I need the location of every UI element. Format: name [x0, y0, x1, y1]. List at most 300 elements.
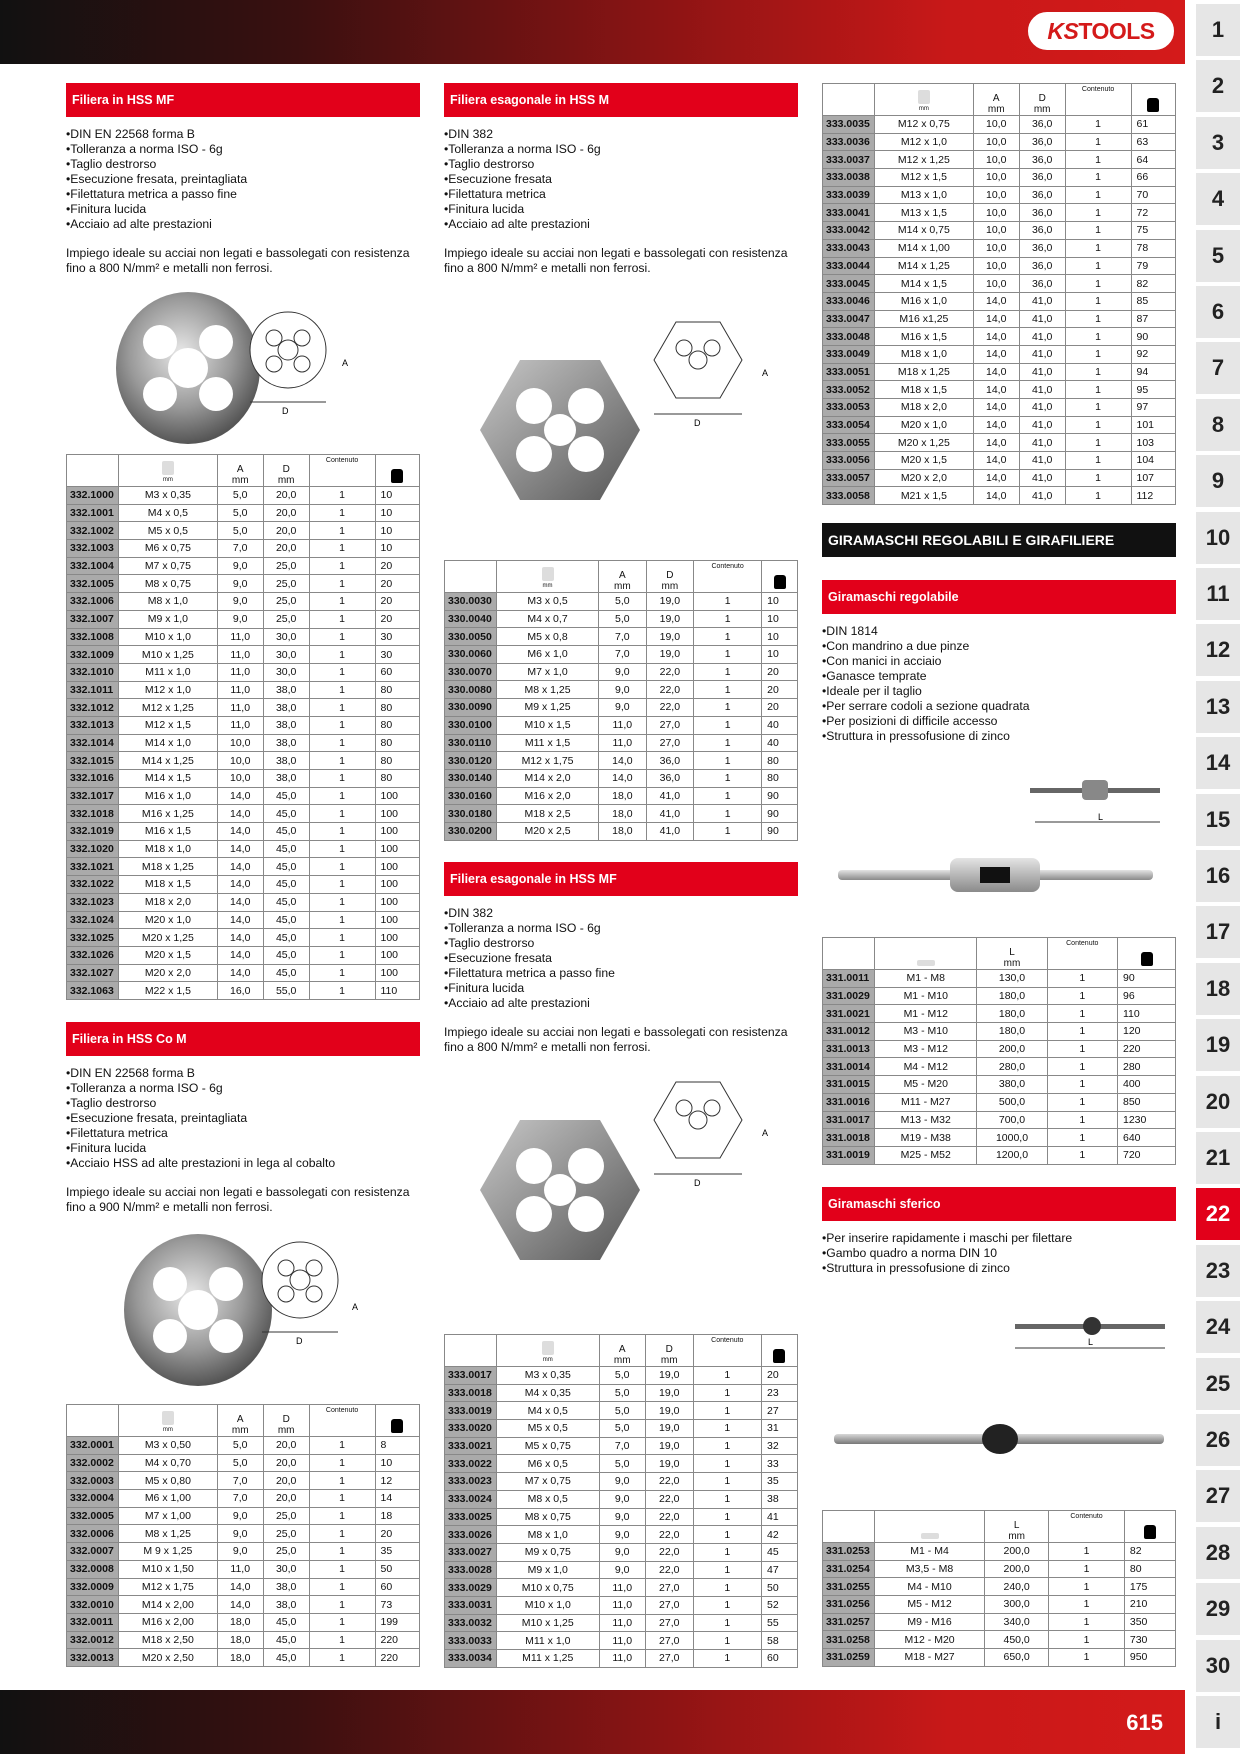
content-cell: 1	[309, 540, 375, 558]
content-cell: 1	[1049, 1649, 1125, 1667]
weight-icon	[774, 575, 786, 589]
feature-item: • Esecuzione fresata, preintagliata	[66, 172, 420, 187]
content-cell: 1	[309, 593, 375, 611]
article-code: 332.1019	[67, 823, 119, 841]
dimension-cell: 22,0	[646, 681, 694, 699]
code-header	[67, 455, 119, 487]
dimension-cell: 45,0	[263, 858, 309, 876]
chapter-tab-2[interactable]: 2	[1196, 60, 1240, 112]
weight-cell: 78	[1131, 239, 1176, 257]
size-cell: M10 x 1,25	[119, 646, 218, 664]
weight-cell: 85	[1131, 292, 1176, 310]
dimension-cell: 36,0	[646, 769, 694, 787]
dimension-cell: 14,0	[217, 893, 263, 911]
article-code: 332.1063	[67, 982, 119, 1000]
dimension-cell: 19,0	[645, 1367, 693, 1385]
table-row	[67, 752, 420, 770]
size-cell: M4 x 0,5	[119, 504, 218, 522]
chapter-tab-12[interactable]: 12	[1196, 624, 1240, 676]
content-cell: 1	[1065, 469, 1131, 487]
feature-item: • Tolleranza a norma ISO - 6g	[444, 921, 798, 936]
dimension-cell: 20,0	[263, 1472, 309, 1490]
table-row	[823, 987, 1176, 1005]
content-cell: 1	[693, 1543, 761, 1561]
size-cell: M1 - M4	[875, 1543, 985, 1561]
chapter-tab-15[interactable]: 15	[1196, 794, 1240, 846]
size-cell: M7 x 0,75	[119, 557, 218, 575]
chapter-tab-1[interactable]: 1	[1196, 4, 1240, 56]
feature-list	[66, 127, 420, 232]
size-cell: M5 x 0,80	[119, 1472, 218, 1490]
weight-icon	[391, 469, 403, 483]
code-header	[823, 84, 875, 116]
size-cell: M12 x 1,5	[119, 716, 218, 734]
feature-item: • Taglio destrorso	[444, 157, 798, 172]
content-cell: 1	[1049, 1543, 1125, 1561]
article-code: 333.0041	[823, 204, 875, 222]
content-cell: 1	[1049, 1631, 1125, 1649]
dimension-cell: 25,0	[263, 593, 309, 611]
weight-cell: 30	[375, 646, 420, 664]
weight-cell: 60	[375, 1578, 420, 1596]
size-cell: M7 x 1,00	[119, 1507, 218, 1525]
weight-cell: 100	[375, 805, 420, 823]
content-cell: 1	[1065, 310, 1131, 328]
article-code: 333.0047	[823, 310, 875, 328]
weight-cell: 80	[375, 770, 420, 788]
dimension-cell: 19,0	[645, 1420, 693, 1438]
size-cell: M14 x 1,25	[119, 752, 218, 770]
content-cell: 1	[693, 1579, 761, 1597]
article-code: 333.0043	[823, 239, 875, 257]
dimension-cell: 41,0	[1019, 345, 1065, 363]
article-code: 331.0254	[823, 1560, 875, 1578]
section-title: Filiera in HSS Co M	[66, 1022, 420, 1056]
contenuto-header: Contenuto	[694, 561, 762, 593]
dimension-cell: 5,0	[217, 1437, 263, 1455]
dimension-cell: 9,0	[599, 681, 647, 699]
chapter-tab-21[interactable]: 21	[1196, 1132, 1240, 1184]
weight-cell: 80	[762, 752, 798, 770]
dimension-cell: 41,0	[1019, 452, 1065, 470]
dimension-cell: 11,0	[599, 1632, 645, 1650]
weight-cell: 60	[375, 663, 420, 681]
weight-cell: 20	[762, 663, 798, 681]
content-cell: 1	[1047, 1093, 1117, 1111]
svg-text:L: L	[1088, 1337, 1094, 1347]
size-cell: M11 x 1,5	[497, 734, 599, 752]
content-cell: 1	[1065, 292, 1131, 310]
table-row	[445, 1473, 798, 1491]
table-row	[67, 1543, 420, 1561]
chapter-tab-24[interactable]: 24	[1196, 1301, 1240, 1353]
content-cell: 1	[1065, 186, 1131, 204]
table-row	[67, 805, 420, 823]
dimension-cell: 5,0	[599, 1384, 645, 1402]
chapter-tab-26[interactable]: 26	[1196, 1414, 1240, 1466]
size-cell: M4 - M10	[875, 1578, 985, 1596]
section-title: Giramaschi regolabile	[822, 580, 1176, 614]
dimension-cell: 41,0	[646, 787, 694, 805]
size-cell: M12 x 1,75	[497, 752, 599, 770]
content-cell: 1	[309, 858, 375, 876]
content-cell: 1	[693, 1526, 761, 1544]
article-code: 330.0060	[445, 646, 497, 664]
section-description: Impiego ideale su acciai non legati e bassolegati con resistenza fino a 900 N/mm² e metalli non ferrosi.	[66, 1185, 410, 1214]
article-code: 331.0011	[823, 970, 875, 988]
size-cell: M16 x1,25	[875, 310, 974, 328]
section-description: Impiego ideale su acciai non legati e bassolegati con resistenza fino a 800 N/mm² e metalli non ferrosi.	[444, 246, 788, 275]
table-row	[67, 487, 420, 505]
article-code: 332.1009	[67, 646, 119, 664]
article-code: 333.0019	[445, 1402, 497, 1420]
svg-text:A: A	[342, 358, 349, 368]
table-row	[67, 876, 420, 894]
dimension-cell: 22,0	[646, 663, 694, 681]
article-code: 332.1003	[67, 540, 119, 558]
weight-cell: 175	[1124, 1578, 1175, 1596]
size-cell: M18 x 1,0	[119, 840, 218, 858]
article-code: 333.0039	[823, 186, 875, 204]
dimension-cell: 27,0	[646, 734, 694, 752]
article-code: 331.0018	[823, 1129, 875, 1147]
size-cell: M10 x 1,0	[497, 1596, 600, 1614]
feature-item: • Filettatura metrica a passo fine	[444, 966, 798, 981]
article-code: 331.0256	[823, 1596, 875, 1614]
content-cell: 1	[309, 1578, 375, 1596]
chapter-tab-23[interactable]: 23	[1196, 1245, 1240, 1297]
table-row	[823, 133, 1176, 151]
chapter-tab-25[interactable]: 25	[1196, 1358, 1240, 1410]
chapter-tab-6[interactable]: 6	[1196, 286, 1240, 338]
content-cell: 1	[1065, 381, 1131, 399]
size-cell: M8 x 0,75	[497, 1508, 600, 1526]
dimension-cell: 11,0	[599, 1650, 645, 1668]
article-code: 333.0033	[445, 1632, 497, 1650]
dimension-cell: 10,0	[973, 222, 1019, 240]
chapter-tab-7[interactable]: 7	[1196, 342, 1240, 394]
feature-item: • Tolleranza a norma ISO - 6g	[444, 142, 798, 157]
weight-cell: 8	[375, 1437, 420, 1455]
dimension-cell: 41,0	[1019, 292, 1065, 310]
chapter-tab-3[interactable]: 3	[1196, 117, 1240, 169]
weight-cell: 90	[762, 787, 798, 805]
thread-header-icon: mm	[497, 1335, 600, 1367]
dimension-cell: 19,0	[646, 593, 694, 611]
content-cell: 1	[694, 769, 762, 787]
dimension-cell: 27,0	[645, 1614, 693, 1632]
dimension-cell: 20,0	[263, 1490, 309, 1508]
weight-cell: 20	[375, 593, 420, 611]
size-cell: M12 x 1,25	[875, 151, 974, 169]
weight-cell: 220	[375, 1649, 420, 1667]
weight-cell: 1230	[1118, 1111, 1176, 1129]
top-banner	[0, 0, 1185, 64]
content-cell: 1	[693, 1614, 761, 1632]
dimension-cell: 240,0	[985, 1578, 1049, 1596]
dimension-cell: 9,0	[217, 1525, 263, 1543]
size-cell: M8 x 1,0	[497, 1526, 600, 1544]
article-code: 331.0259	[823, 1649, 875, 1667]
size-cell: M16 x 1,25	[119, 805, 218, 823]
table-row	[445, 716, 798, 734]
section-tap-wrench	[822, 580, 1176, 744]
content-cell: 1	[309, 1631, 375, 1649]
chapter-tab-27[interactable]: 27	[1196, 1470, 1240, 1522]
article-code: 333.0035	[823, 116, 875, 134]
dimension-cell: 22,0	[645, 1473, 693, 1491]
content-cell: 1	[694, 681, 762, 699]
article-code: 332.0009	[67, 1578, 119, 1596]
chapter-tab-8[interactable]: 8	[1196, 399, 1240, 451]
feature-item: • Taglio destrorso	[66, 1096, 420, 1111]
size-cell: M 9 x 1,25	[119, 1543, 218, 1561]
table-row	[67, 575, 420, 593]
dimension-cell: 10,0	[217, 770, 263, 788]
dimension-cell: 25,0	[263, 575, 309, 593]
weight-cell: 35	[761, 1473, 797, 1491]
chapter-tab-18[interactable]: 18	[1196, 963, 1240, 1015]
content-cell: 1	[309, 575, 375, 593]
weight-cell: 12	[375, 1472, 420, 1490]
chapter-tab-10[interactable]: 10	[1196, 512, 1240, 564]
article-code: 332.1001	[67, 504, 119, 522]
dimension-cell: 340,0	[985, 1613, 1049, 1631]
chapter-tab-9[interactable]: 9	[1196, 455, 1240, 507]
chapter-tab-5[interactable]: 5	[1196, 230, 1240, 282]
article-code: 330.0070	[445, 663, 497, 681]
article-code: 333.0029	[445, 1579, 497, 1597]
weight-cell: 20	[762, 699, 798, 717]
size-cell: M14 x 2,0	[497, 769, 599, 787]
dimension-cell: 45,0	[263, 1649, 309, 1667]
article-code: 333.0057	[823, 469, 875, 487]
dimension-cell: 14,0	[973, 434, 1019, 452]
chapter-tab-30[interactable]: 30	[1196, 1640, 1240, 1692]
chapter-tab-13[interactable]: 13	[1196, 681, 1240, 733]
dimension-cell: 45,0	[263, 823, 309, 841]
size-cell: M18 x 2,0	[875, 399, 974, 417]
article-code: 333.0031	[445, 1596, 497, 1614]
dimension-cell: 9,0	[217, 557, 263, 575]
size-cell: M10 x 1,50	[119, 1560, 218, 1578]
dimension-cell: 41,0	[1019, 434, 1065, 452]
weight-header-icon	[1124, 1511, 1175, 1543]
weight-cell: 400	[1118, 1076, 1176, 1094]
content-cell: 1	[1047, 1058, 1117, 1076]
table-header-row	[823, 938, 1176, 970]
size-cell: M22 x 1,5	[119, 982, 218, 1000]
round-die-co-image	[120, 1228, 440, 1388]
dimension-cell: 38,0	[263, 1578, 309, 1596]
chapter-tab-29[interactable]: 29	[1196, 1583, 1240, 1635]
size-cell: M3 x 0,50	[119, 1437, 218, 1455]
dimension-cell: 650,0	[985, 1649, 1049, 1667]
article-code: 331.0253	[823, 1543, 875, 1561]
dimension-cell: 45,0	[263, 876, 309, 894]
dimension-cell: 14,0	[217, 787, 263, 805]
feature-item: • Finitura lucida	[66, 1141, 420, 1156]
weight-cell: 640	[1118, 1129, 1176, 1147]
size-cell: M5 x 0,5	[119, 522, 218, 540]
table-row	[445, 787, 798, 805]
article-code: 331.0019	[823, 1146, 875, 1164]
chapter-tab-17[interactable]: 17	[1196, 906, 1240, 958]
dimension-cell: 9,0	[599, 1490, 645, 1508]
article-code: 331.0255	[823, 1578, 875, 1596]
dimension-cell: 14,0	[973, 487, 1019, 505]
content-cell: 1	[309, 1596, 375, 1614]
size-cell: M7 x 0,75	[497, 1473, 600, 1491]
size-cell: M14 x 1,0	[119, 734, 218, 752]
article-code: 333.0038	[823, 169, 875, 187]
article-code: 332.0001	[67, 1437, 119, 1455]
article-code: 332.0006	[67, 1525, 119, 1543]
content-cell: 1	[1065, 363, 1131, 381]
chapter-tab-14[interactable]: 14	[1196, 737, 1240, 789]
article-code: 332.0004	[67, 1490, 119, 1508]
weight-icon	[1147, 98, 1159, 112]
content-cell: 1	[1065, 257, 1131, 275]
table-row	[445, 1614, 798, 1632]
chapter-tab-16[interactable]: 16	[1196, 850, 1240, 902]
article-code: 332.0013	[67, 1649, 119, 1667]
feature-item: • Finitura lucida	[444, 981, 798, 996]
dimension-cell: 25,0	[263, 1507, 309, 1525]
size-cell: M21 x 1,5	[875, 487, 974, 505]
content-cell: 1	[694, 805, 762, 823]
article-code: 332.0002	[67, 1454, 119, 1472]
content-cell: 1	[694, 716, 762, 734]
weight-cell: 20	[375, 575, 420, 593]
chapter-tab-20[interactable]: 20	[1196, 1076, 1240, 1128]
weight-cell: 20	[375, 1525, 420, 1543]
content-cell: 1	[693, 1402, 761, 1420]
article-code: 330.0140	[445, 769, 497, 787]
weight-cell: 45	[761, 1543, 797, 1561]
dimension-cell: 9,0	[217, 1507, 263, 1525]
article-code: 333.0044	[823, 257, 875, 275]
dimension-cell: 38,0	[263, 716, 309, 734]
table-row	[445, 1455, 798, 1473]
round-die-image	[110, 290, 430, 450]
content-cell: 1	[1065, 169, 1131, 187]
chapter-tab-4[interactable]: 4	[1196, 173, 1240, 225]
dimension-cell: 10,0	[973, 257, 1019, 275]
table-row	[445, 646, 798, 664]
content-cell: 1	[1065, 452, 1131, 470]
size-cell: M16 x 2,0	[497, 787, 599, 805]
dimension-cell: 14,0	[973, 310, 1019, 328]
content-cell: 1	[309, 1525, 375, 1543]
size-cell: M9 - M16	[875, 1613, 985, 1631]
feature-list	[444, 127, 798, 232]
dimension-cell: 14,0	[599, 752, 647, 770]
a-header: A mm	[217, 455, 263, 487]
article-code: 332.1010	[67, 663, 119, 681]
article-code: 332.1005	[67, 575, 119, 593]
article-code: 330.0090	[445, 699, 497, 717]
size-cell: M9 x 0,75	[497, 1543, 600, 1561]
table-row	[67, 663, 420, 681]
weight-cell: 75	[1131, 222, 1176, 240]
section-description: Impiego ideale su acciai non legati e bassolegati con resistenza fino a 800 N/mm² e metalli non ferrosi.	[66, 246, 410, 275]
weight-cell: 82	[1124, 1543, 1175, 1561]
table-row	[823, 1093, 1176, 1111]
dimension-cell: 45,0	[263, 964, 309, 982]
chapter-tab-11[interactable]: 11	[1196, 568, 1240, 620]
dimension-cell: 11,0	[217, 716, 263, 734]
chapter-tab-28[interactable]: 28	[1196, 1527, 1240, 1579]
content-cell: 1	[1047, 1023, 1117, 1041]
weight-cell: 55	[761, 1614, 797, 1632]
article-code: 333.0052	[823, 381, 875, 399]
article-code: 332.1022	[67, 876, 119, 894]
dimension-cell: 9,0	[599, 1526, 645, 1544]
article-code: 333.0021	[445, 1437, 497, 1455]
contenuto-header: Contenuto	[1049, 1511, 1125, 1543]
weight-cell: 41	[761, 1508, 797, 1526]
feature-list	[66, 1066, 420, 1171]
content-cell: 1	[309, 1454, 375, 1472]
dimension-cell: 45,0	[263, 805, 309, 823]
dimension-cell: 7,0	[217, 540, 263, 558]
weight-cell: 80	[1124, 1560, 1175, 1578]
weight-cell: 120	[1118, 1023, 1176, 1041]
chapter-tab-i[interactable]: i	[1196, 1696, 1240, 1748]
size-cell: M4 x 0,5	[497, 1402, 600, 1420]
chapter-tab-19[interactable]: 19	[1196, 1019, 1240, 1071]
size-cell: M3 x 0,35	[497, 1367, 600, 1385]
weight-cell: 35	[375, 1543, 420, 1561]
section-title: Filiera in HSS MF	[66, 83, 420, 117]
table-row	[823, 1129, 1176, 1147]
dimension-cell: 14,0	[217, 964, 263, 982]
article-code: 330.0080	[445, 681, 497, 699]
chapter-tab-22[interactable]: 22	[1196, 1188, 1240, 1240]
table-row	[67, 1649, 420, 1667]
size-cell: M20 x 2,5	[497, 822, 599, 840]
content-cell: 1	[693, 1632, 761, 1650]
size-cell: M6 x 1,0	[497, 646, 599, 664]
weight-cell: 103	[1131, 434, 1176, 452]
article-code: 331.0021	[823, 1005, 875, 1023]
weight-cell: 87	[1131, 310, 1176, 328]
content-cell: 1	[1047, 970, 1117, 988]
dimension-cell: 41,0	[1019, 416, 1065, 434]
content-cell: 1	[693, 1650, 761, 1668]
dimension-cell: 7,0	[217, 1490, 263, 1508]
article-code: 333.0046	[823, 292, 875, 310]
dimension-cell: 14,0	[217, 1578, 263, 1596]
content-cell: 1	[694, 699, 762, 717]
feature-item: • Acciaio HSS ad alte prestazioni in lega al cobalto	[66, 1156, 420, 1171]
table-row	[823, 970, 1176, 988]
weight-cell: 31	[761, 1420, 797, 1438]
dimension-cell: 36,0	[1019, 275, 1065, 293]
article-code: 333.0022	[445, 1455, 497, 1473]
dimension-cell: 380,0	[977, 1076, 1047, 1094]
dimension-cell: 10,0	[973, 151, 1019, 169]
size-cell: M18 x 1,5	[119, 876, 218, 894]
article-code: 333.0058	[823, 487, 875, 505]
size-cell: M14 x 1,5	[119, 770, 218, 788]
section-hex-mf	[444, 862, 798, 1055]
weight-cell: 32	[761, 1437, 797, 1455]
table-row	[823, 487, 1176, 505]
table-row	[823, 363, 1176, 381]
dimension-cell: 9,0	[599, 1543, 645, 1561]
